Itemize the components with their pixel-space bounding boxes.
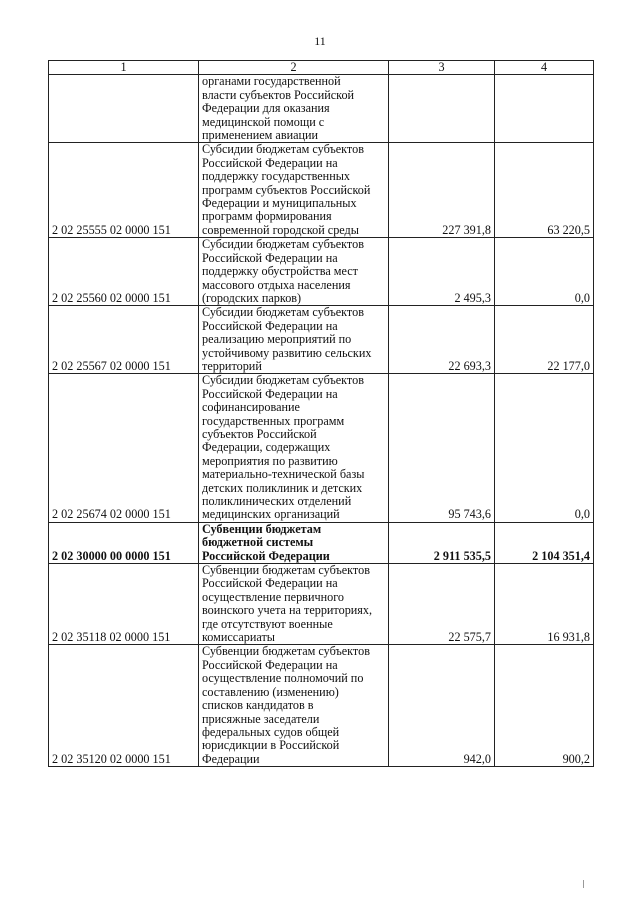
description-line: Российской Федерации на <box>202 250 338 265</box>
description-line: присяжные заседатели <box>202 711 320 726</box>
description-cell <box>199 143 389 238</box>
description-line: медицинской помощи с <box>202 114 325 129</box>
budget-code-cell: 2 02 25555 02 0000 151 <box>49 143 199 238</box>
description-line: Российской Федерации на <box>202 576 338 591</box>
description-line: Российской Федерации <box>202 548 330 563</box>
amount-column-4-cell: 900,2 <box>495 645 594 767</box>
description-line: Российской Федерации на <box>202 155 338 170</box>
description-line: юрисдикции в Российской <box>202 738 340 753</box>
description-line: Российской Федерации на <box>202 318 338 333</box>
margin-mark <box>583 880 584 888</box>
description-line: поддержку государственных <box>202 169 351 184</box>
table-row <box>49 564 594 645</box>
description-line: списков кандидатов в <box>202 698 314 713</box>
description-line: современной городской среды <box>202 222 359 237</box>
description-line: Субсидии бюджетам субъектов <box>202 142 364 157</box>
description-line: осуществление первичного <box>202 589 344 604</box>
description-line: бюджетной системы <box>202 535 314 550</box>
amount-column-3-cell <box>389 75 495 143</box>
description-line: Федерации, содержащих <box>202 440 331 455</box>
description-line: органами государственной <box>202 74 341 89</box>
description-line: Субсидии бюджетам субъектов <box>202 237 364 252</box>
budget-code-cell: 2 02 30000 00 0000 151 <box>49 522 199 563</box>
amount-column-3-cell: 95 743,6 <box>389 374 495 522</box>
amount-column-4-cell: 16 931,8 <box>495 564 594 645</box>
description-line: федеральных судов общей <box>202 724 340 739</box>
table-body <box>49 75 594 767</box>
amount-column-4-cell: 0,0 <box>495 374 594 522</box>
description-line: Субвенции бюджетам субъектов <box>202 563 370 578</box>
description-line: софинансирование <box>202 400 300 415</box>
budget-revenue-table <box>48 60 594 767</box>
description-line: медицинских организаций <box>202 507 340 522</box>
description-line: Субвенции бюджетам субъектов <box>202 644 370 659</box>
budget-code-cell: 2 02 25674 02 0000 151 <box>49 374 199 522</box>
description-line: поликлинических отделений <box>202 494 352 508</box>
amount-column-3-cell: 2 911 535,5 <box>389 522 495 563</box>
amount-column-4-cell: 0,0 <box>495 238 594 306</box>
description-cell <box>199 645 389 767</box>
description-line: (городских парков) <box>202 290 302 305</box>
budget-code-cell: 2 02 25567 02 0000 151 <box>49 306 199 374</box>
amount-column-4-cell: 2 104 351,4 <box>495 522 594 563</box>
description-line: Российской Федерации на <box>202 657 338 672</box>
budget-code-cell: 2 02 35118 02 0000 151 <box>49 564 199 645</box>
description-line: программ формирования <box>202 209 332 224</box>
description-line: детских поликлиник и детских <box>202 480 363 495</box>
description-line: Федерации и муниципальных <box>202 196 357 211</box>
description-line: массового отдыха населения <box>202 277 351 292</box>
description-line: комиссариаты <box>202 630 275 645</box>
column-number-4: 4 <box>495 61 594 75</box>
amount-column-3-cell: 22 693,3 <box>389 306 495 374</box>
description-line: воинского учета на территориях, <box>202 603 373 618</box>
description-cell <box>199 306 389 374</box>
amount-column-4-cell: 63 220,5 <box>495 143 594 238</box>
amount-column-3-cell: 227 391,8 <box>389 143 495 238</box>
description-line: осуществление полномочий по <box>202 671 364 686</box>
description-line: Субвенции бюджетам <box>202 521 322 536</box>
description-line: Субсидии бюджетам субъектов <box>202 373 364 388</box>
amount-column-3-cell: 22 575,7 <box>389 564 495 645</box>
description-cell <box>199 564 389 645</box>
description-line: Субсидии бюджетам субъектов <box>202 305 364 320</box>
description-line: программ субъектов Российской <box>202 182 371 197</box>
amount-column-4-cell: 22 177,0 <box>495 306 594 374</box>
description-line: составлению (изменению) <box>202 684 339 699</box>
column-number-3: 3 <box>389 61 495 75</box>
amount-column-3-cell: 2 495,3 <box>389 238 495 306</box>
description-line: субъектов Российской <box>202 426 317 441</box>
description-line: применением авиации <box>202 128 319 143</box>
description-line: Федерации <box>202 751 260 766</box>
description-line: материально-технической базы <box>202 467 365 482</box>
page-number: 11 <box>314 34 326 48</box>
amount-column-3-cell: 942,0 <box>389 645 495 767</box>
amount-column-4-cell <box>495 75 594 143</box>
table-row <box>49 374 594 522</box>
description-line: где отсутствуют военные <box>202 616 333 631</box>
table-row <box>49 143 594 238</box>
description-line: реализацию мероприятий по <box>202 332 352 347</box>
description-cell <box>199 522 389 563</box>
description-line: территорий <box>202 358 262 373</box>
description-line: государственных программ <box>202 413 345 428</box>
description-line: поддержку обустройства мест <box>202 264 358 279</box>
description-line: власти субъектов Российской <box>202 87 355 102</box>
description-line: устойчивому развитию сельских <box>202 345 372 360</box>
description-cell <box>199 374 389 522</box>
description-line: мероприятия по развитию <box>202 453 338 468</box>
table-row <box>49 306 594 374</box>
description-line: Федерации для оказания <box>202 101 330 116</box>
table-row <box>49 75 594 143</box>
budget-code-cell <box>49 75 199 143</box>
budget-code-cell: 2 02 35120 02 0000 151 <box>49 645 199 767</box>
column-number-row <box>49 61 594 75</box>
table-row <box>49 522 594 563</box>
description-line: Российской Федерации на <box>202 386 338 401</box>
description-cell <box>199 75 389 143</box>
budget-code-cell: 2 02 25560 02 0000 151 <box>49 238 199 306</box>
table-row <box>49 238 594 306</box>
column-number-2: 2 <box>199 61 389 75</box>
table-row <box>49 645 594 767</box>
description-cell <box>199 238 389 306</box>
column-number-1: 1 <box>49 61 199 75</box>
